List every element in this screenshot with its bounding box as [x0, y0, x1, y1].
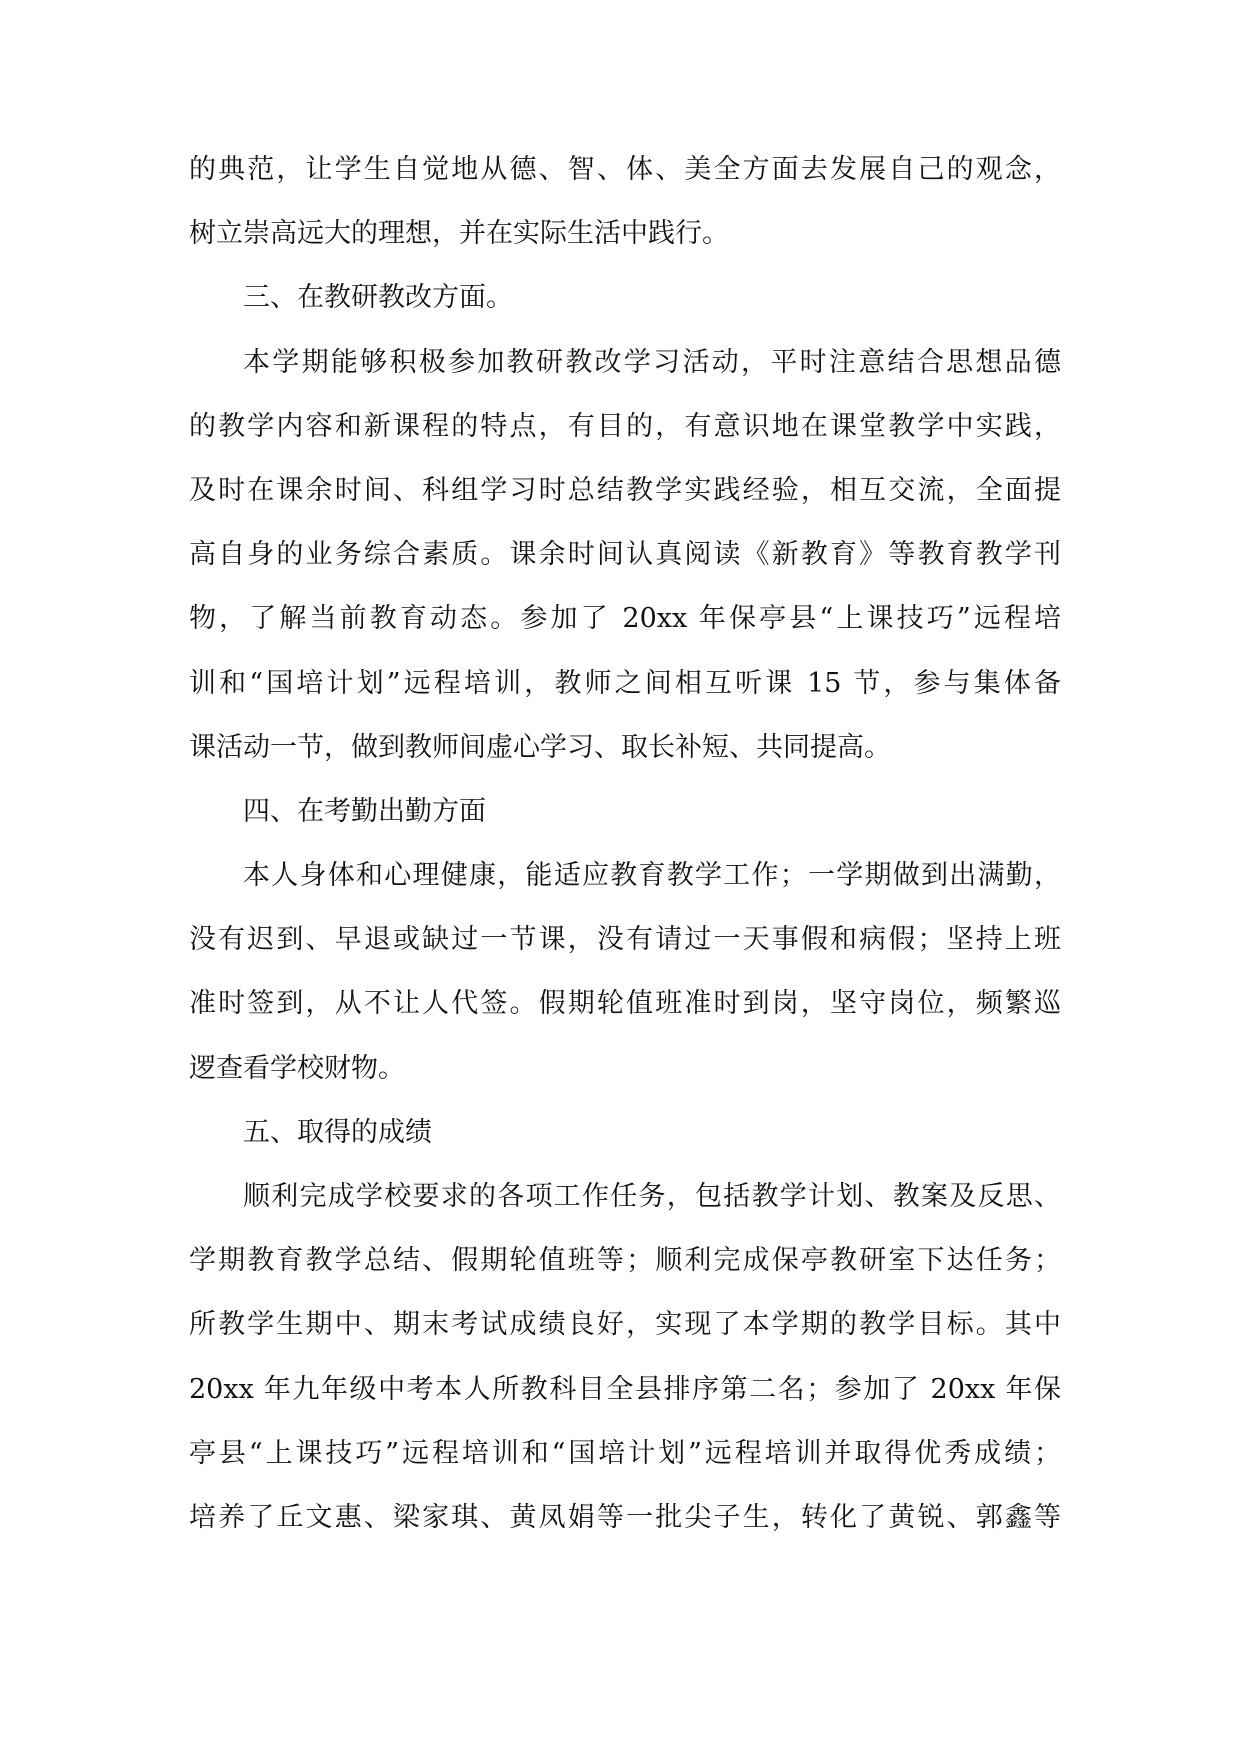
paragraph-line: 培养了丘文惠、梁家琪、黄凤娟等一批尖子生，转化了黄锐、郭鑫等	[189, 1501, 1061, 1533]
paragraph-line: 高自身的业务综合素质。课余时间认真阅读《新教育》等教育教学刊	[189, 539, 1061, 571]
paragraph-line: 亭县“上课技巧”远程培训和“国培计划”远程培训并取得优秀成绩；	[189, 1437, 1061, 1469]
section-heading: 三、在教研教改方面。	[243, 282, 513, 314]
document-body	[189, 138, 1061, 1550]
paragraph-line: 所教学生期中、期末考试成绩良好，实现了本学期的教学目标。其中	[189, 1309, 1061, 1341]
paragraph-line: 课活动一节，做到教师间虚心学习、取长补短、共同提高。	[189, 731, 891, 763]
paragraph-line: 树立崇高远大的理想，并在实际生活中践行。	[189, 218, 729, 250]
paragraph-line: 准时签到，从不让人代签。假期轮值班准时到岗，坚守岗位，频繁巡	[189, 988, 1061, 1020]
paragraph-line: 本人身体和心理健康，能适应教育教学工作；一学期做到出满勤，	[243, 860, 1061, 892]
paragraph-line: 逻查看学校财物。	[189, 1052, 405, 1084]
paragraph-line: 本学期能够积极参加教研教改学习活动，平时注意结合思想品德	[243, 346, 1061, 378]
paragraph-line: 没有迟到、早退或缺过一节课，没有请过一天事假和病假；坚持上班	[189, 924, 1061, 956]
paragraph-line: 顺利完成学校要求的各项工作任务，包括教学计划、教案及反思、	[243, 1181, 1061, 1212]
paragraph-line: 及时在课余时间、科组学习时总结教学实践经验，相互交流，全面提	[189, 474, 1061, 506]
section-heading: 四、在考勤出勤方面	[243, 795, 486, 827]
paragraph-line: 训和“国培计划”远程培训，教师之间相互听课 15 节，参与集体备	[189, 667, 1061, 699]
paragraph-line: 的教学内容和新课程的特点，有目的，有意识地在课堂教学中实践，	[189, 410, 1061, 442]
paragraph-line: 物，了解当前教育动态。参加了 20xx 年保亭县“上课技巧”远程培	[189, 603, 1061, 635]
paragraph-line: 学期教育教学总结、假期轮值班等；顺利完成保亭教研室下达任务；	[189, 1245, 1061, 1277]
paragraph-line: 的典范，让学生自觉地从德、智、体、美全方面去发展自己的观念，	[189, 154, 1061, 185]
section-heading: 五、取得的成绩	[243, 1116, 432, 1148]
paragraph-line: 20xx 年九年级中考本人所教科目全县排序第二名；参加了 20xx 年保	[189, 1373, 1061, 1405]
